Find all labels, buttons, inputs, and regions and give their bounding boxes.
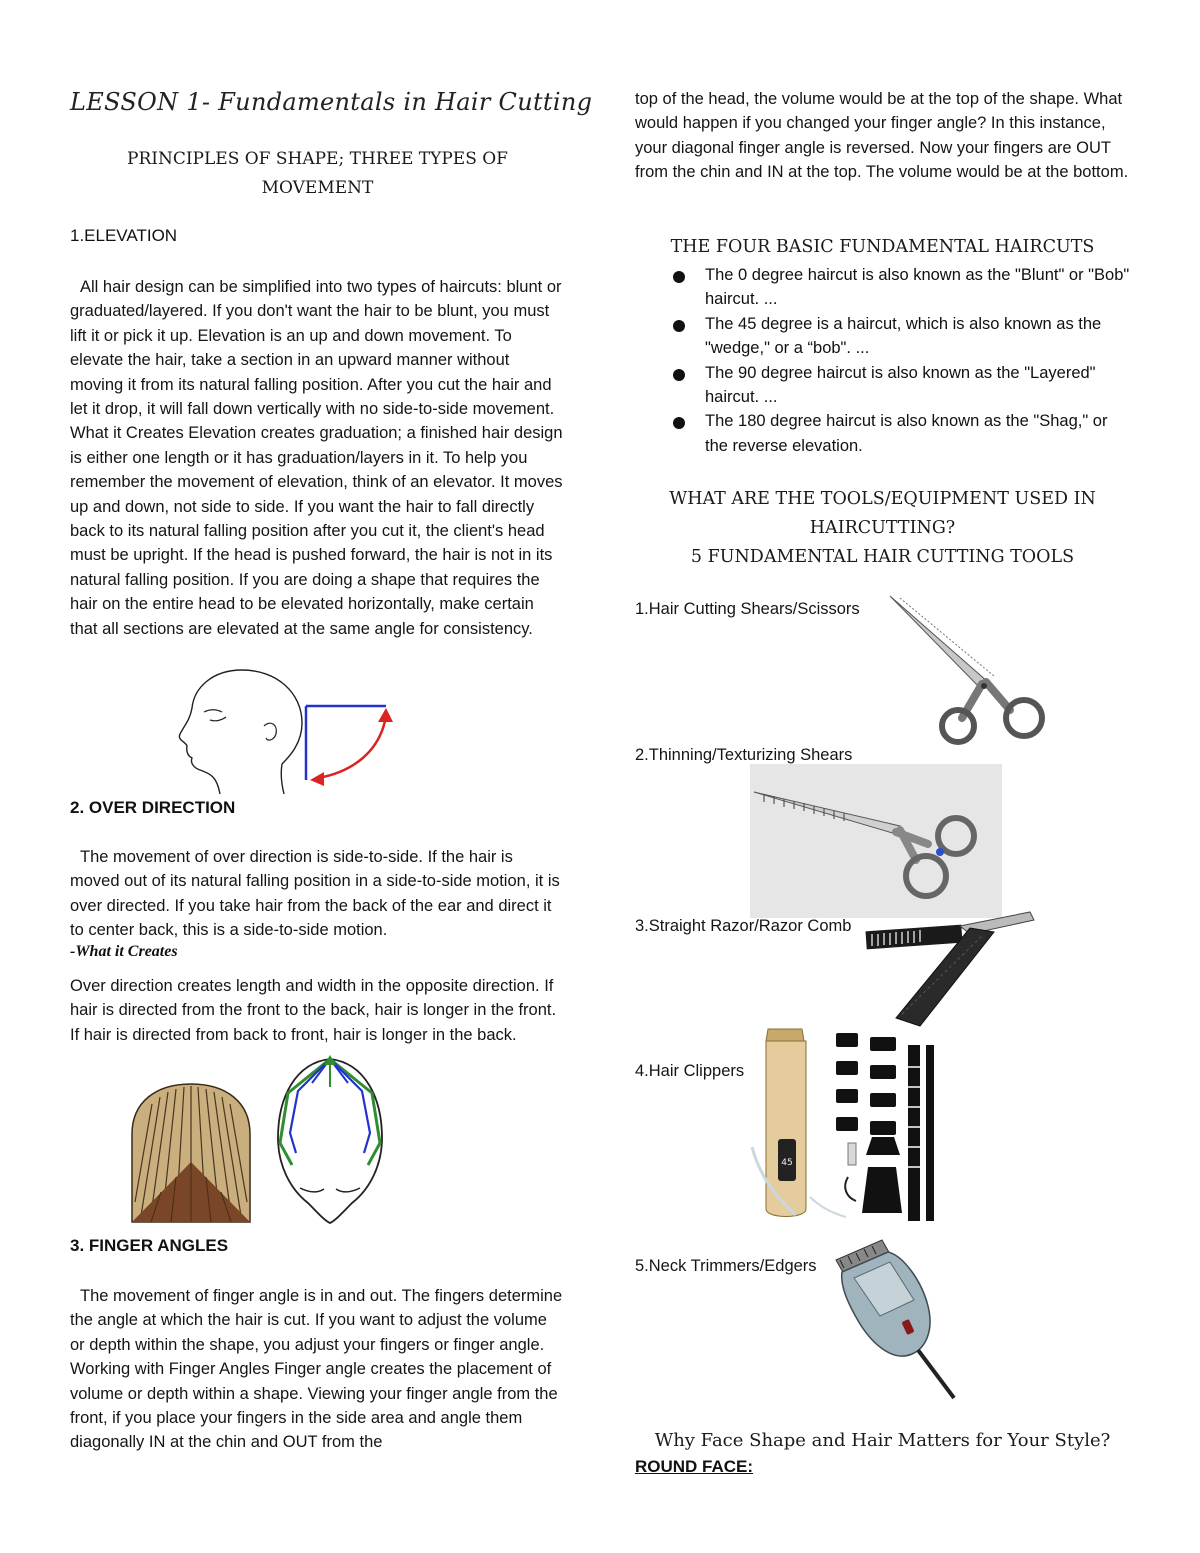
list-item: The 180 degree haircut is also known as the "Shag," or the reverse elevation.: [635, 409, 1130, 458]
bob-haircut-diagram: [126, 1082, 256, 1224]
round-face-heading: ROUND FACE:: [635, 1457, 754, 1476]
what-it-creates-label: -What it Creates: [70, 943, 178, 960]
tool-label-thinning: 2.Thinning/Texturizing Shears: [635, 746, 853, 764]
finger-angles-continued: top of the head, the volume would be at the top of the shape. What would happen if you changed your finger angle? In this instance, your diagonal finger angle is reversed. Now your fingers are OUT from the chin and IN at the top. The volume would be at the bottom.: [635, 90, 1129, 182]
four-basic-heading: THE FOUR BASIC FUNDAMENTAL HAIRCUTS: [670, 237, 1095, 257]
elevation-diagram: [172, 668, 402, 796]
elevation-body: All hair design can be simplified into two types of haircuts: blunt or graduated/layered. If you don't want the hair to be blunt, you must lift it or pick it up. Elevation is an up and down movement. To elevate the hair, take a section in an upward manner without moving it from its natural falling position. After you cut the hair and let it drop, it will fall down vertically with no side-to-side movement. What it Creates Elevation creates graduation; a finished hair design is either one length or it has graduation/layers in it. To help you remember the movement of elevation, think of an elevator. It moves up and down, not side to side. If you want the hair to fall directly back to its natural falling position after you cut it, the client's head must be upright. If the head is pushed forward, the hair is not in its natural falling position. If you are doing a shape that requires the hair on the entire head to be elevated horizontally, make certain that all sections are elevated at the same angle for consistency.: [70, 278, 563, 638]
svg-text:45: 45: [781, 1158, 793, 1168]
elevation-heading: 1.ELEVATION: [70, 226, 178, 245]
principles-line-2: MOVEMENT: [261, 178, 374, 198]
tools-heading-line-1: WHAT ARE THE TOOLS/EQUIPMENT USED IN: [669, 489, 1096, 509]
over-direction-heading-text: 2. OVER DIRECTION: [70, 798, 236, 817]
tools-heading: [635, 485, 1130, 572]
over-direction-body-2: Over direction creates length and width in the opposite direction. If hair is directed from the front to the back, hair is longer in the front. If hair is directed from back to front, hair is longer in the back.: [70, 977, 557, 1044]
head-top-view-diagram: [270, 1053, 390, 1225]
face-shape-heading: Why Face Shape and Hair Matters for Your Style?: [654, 1430, 1111, 1451]
straight-razor-icon: [862, 910, 1038, 1028]
lesson-title: LESSON 1- Fundamentals in Hair Cutting: [70, 88, 593, 116]
haircut-list: [635, 263, 1130, 458]
hair-cutting-shears-icon: [870, 594, 1060, 746]
tool-label-razor: 3.Straight Razor/Razor Comb: [635, 917, 852, 935]
over-direction-heading: [70, 798, 235, 818]
principles-heading: [70, 145, 565, 203]
tool-label-clippers: 4.Hair Clippers: [635, 1062, 745, 1080]
principles-line-1: PRINCIPLES OF SHAPE; THREE TYPES OF: [127, 149, 508, 169]
list-item: The 0 degree haircut is also known as the "Blunt" or "Bob" haircut. ...: [635, 263, 1130, 312]
over-direction-body: The movement of over direction is side-to-side. If the hair is moved out of its natural falling position in a side-to-side motion, it is over directed. If you take hair from the back of the ear and direct it to center back, this is a side-to-side motion.: [70, 848, 560, 940]
finger-angles-body: The movement of finger angle is in and out. The fingers determine the angle at which the hair is cut. If you want to adjust the volume or depth within the shape, you adjust your fingers or finger angle. Working with Finger Angles Finger angle creates the placement of volume or depth within a shape. Viewing your finger angle from the front, if you place your fingers in the side area and angle them diagonally IN at the chin and OUT from the: [70, 1287, 563, 1452]
list-item: The 45 degree is a haircut, which is also known as the "wedge," or a “bob". ...: [635, 312, 1130, 361]
tool-label-trimmers: 5.Neck Trimmers/Edgers: [635, 1257, 817, 1275]
neck-trimmer-icon: [830, 1238, 962, 1402]
finger-angles-heading-text: 3. FINGER ANGLES: [70, 1236, 229, 1255]
finger-angles-heading: [70, 1236, 228, 1256]
list-item: The 90 degree haircut is also known as the "Layered" haircut. ...: [635, 361, 1130, 410]
tools-heading-line-2: HAIRCUTTING?: [809, 518, 956, 538]
tools-heading-line-3: 5 FUNDAMENTAL HAIR CUTTING TOOLS: [690, 547, 1075, 567]
thinning-shears-icon: [750, 764, 1002, 918]
hair-clippers-icon: [750, 1027, 945, 1225]
tool-label-shears: 1.Hair Cutting Shears/Scissors: [635, 600, 860, 618]
